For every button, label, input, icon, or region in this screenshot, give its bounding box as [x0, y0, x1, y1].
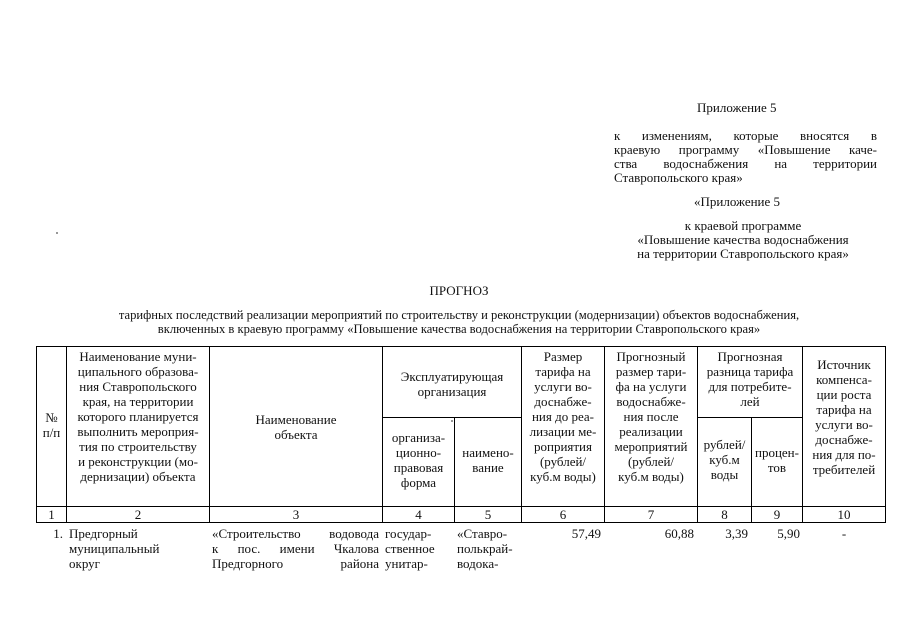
appendix-title-2: «Приложение 5	[694, 194, 781, 209]
appendix-changes-line-4: Ставропольского края»	[614, 170, 743, 185]
column-number: 2	[134, 507, 142, 522]
forecast-title: ПРОГНОЗ	[429, 283, 489, 298]
row-diff-percent: 5,90	[777, 526, 800, 541]
header-object-name: Наименование объекта	[255, 412, 337, 442]
table-subheader-line-89	[697, 417, 802, 418]
column-number: 1	[48, 507, 55, 522]
column-number: 4	[415, 507, 422, 522]
appendix-changes-line-3: ства водоснабжения на территории	[614, 156, 877, 171]
table-numbers-bottom	[36, 522, 886, 523]
column-number: 5	[484, 507, 492, 522]
row-tariff-before: 57,49	[571, 526, 601, 541]
row-number: 1.	[53, 526, 63, 541]
row-legal-form: государ- ственное унитар-	[385, 526, 435, 571]
header-diff-percent: процен- тов	[755, 445, 799, 475]
header-operating-organization: Эксплуатирующая организация	[400, 369, 504, 399]
column-number: 10	[837, 507, 851, 522]
table-border-top	[36, 346, 886, 347]
header-legal-form: организа- ционно- правовая форма	[391, 430, 446, 490]
appendix-changes-line-2: краевую программу «Повышение каче-	[614, 142, 877, 157]
header-municipality: Наименование муни- ципального образова- ния Ставропольского края, на территории которого планируется выполнить мероприя- тия по строительству и реконструкции (мо- дернизации) объекта	[77, 349, 199, 484]
header-compensation-source: Источник компенса- ции роста тарифа на услуги во- доснабже- ния для по- требителей	[812, 357, 876, 477]
column-number: 9	[773, 507, 781, 522]
header-diff-rubles: рублей/ куб.м воды	[703, 437, 746, 482]
appendix-program-line-2: «Повышение качества водоснабжения	[637, 232, 849, 247]
header-tariff-before: Размер тарифа на услуги во- доснабже- ния до реа- лизации ме- роприятия (рублей/ куб.м воды)	[529, 349, 597, 484]
column-number: 6	[559, 507, 567, 522]
scan-speck	[56, 232, 58, 234]
appendix-program-line-1: к краевой программе	[684, 218, 802, 233]
table-subheader-line-45	[382, 417, 521, 418]
header-number: № п/п	[42, 410, 61, 440]
forecast-table	[36, 346, 886, 639]
table-col-border	[885, 346, 886, 522]
header-tariff-after: Прогнозный размер тари- фа на услуги водоснабже- ния после реализации мероприятий (рублей/ куб.м воды)	[614, 349, 688, 484]
row-compensation-source: -	[841, 526, 847, 541]
row-diff-rubles: 3,39	[725, 526, 748, 541]
header-tariff-difference: Прогнозная разница тарифа для потребите- лей	[706, 349, 794, 409]
row-tariff-after: 60,88	[664, 526, 694, 541]
appendix-title: Приложение 5	[697, 100, 777, 115]
header-org-name: наимено- вание	[462, 445, 514, 475]
column-number: 8	[721, 507, 728, 522]
row-object-name: «Строительство водовода к пос. имени Чкалова Предгорного района	[212, 526, 379, 571]
forecast-subtitle-line-1: тарифных последствий реализации мероприятий по строительству и реконструкции (модернизации) объектов водоснабжения,	[118, 308, 800, 322]
row-org-name: «Ставро- полькрай- водока-	[457, 526, 513, 571]
row-municipality: Предгорный муниципальный округ	[69, 526, 160, 571]
column-number: 3	[292, 507, 300, 522]
forecast-subtitle-line-2: включенных в краевую программу «Повышение качества водоснабжения на территории Ставропольского края»	[157, 322, 761, 336]
column-number: 7	[647, 507, 655, 522]
appendix-changes-line-1: к изменениям, которые вносятся в	[614, 128, 877, 143]
appendix-program-line-3: на территории Ставропольского края»	[637, 246, 849, 261]
